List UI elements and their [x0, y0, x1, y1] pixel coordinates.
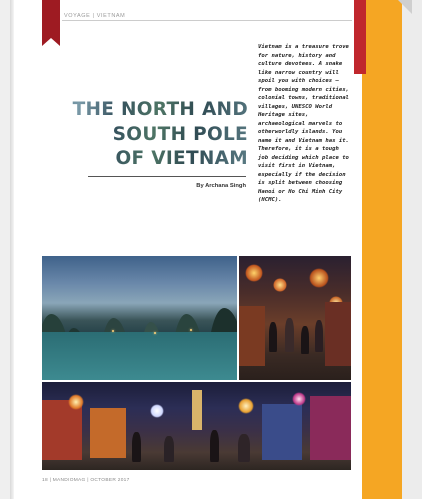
lantern-glow [273, 278, 287, 292]
market-light-glow [292, 392, 306, 406]
pedestrian [210, 430, 219, 462]
pedestrian [269, 322, 277, 352]
market-stall [310, 396, 351, 460]
lantern-glow [245, 264, 263, 282]
headline-line-2: SOUTH POLE [112, 123, 248, 145]
bay-water [42, 332, 237, 380]
boat-light [190, 329, 192, 331]
photo-night-market [42, 382, 351, 470]
right-gutter [402, 0, 422, 499]
intro-paragraph: Vietnam is a treasure trove for nature, history and culture devotees. A snake like narrow country will spoil you with choices – from booming modern cities, colonial towns, traditional villages, UNESCO World Heritage sites, archaeological marvels to otherworldly islands. You name it and Vietnam has it. Therefore, it is a tough job deciding which place to visit first in Vietnam, especially if the decision is split between choosing Hanoi or Ho Chi Minh City (HCMC). [258, 44, 349, 203]
boat-light [154, 332, 156, 334]
byline: By Archana Singh [196, 183, 246, 189]
shopfront [325, 302, 351, 366]
photo-karst-bay [42, 256, 237, 380]
section-label: VOYAGE | VIETNAM [64, 13, 126, 19]
market-light-glow [238, 398, 254, 414]
market-light-glow [68, 394, 84, 410]
boat-light [112, 330, 114, 332]
bookmark-ribbon-icon [42, 0, 60, 38]
article-headline [40, 98, 248, 172]
pedestrian [301, 326, 309, 354]
red-accent-strip [354, 0, 366, 74]
page-footer: 18 | MANDIOMAG | OCTOBER 2017 [42, 478, 130, 483]
market-light-glow [150, 404, 164, 418]
page-curl-corner [398, 0, 412, 14]
headline-line-1: THE NORTH AND [72, 99, 248, 120]
orange-side-band [362, 0, 402, 499]
market-stall [262, 404, 302, 460]
shopfront [239, 306, 265, 366]
market-stall [90, 408, 126, 458]
clock-tower [192, 390, 202, 430]
headline-line-3: OF VIETNAM [115, 148, 248, 169]
top-rule [62, 20, 352, 21]
motorbike-rider [164, 436, 174, 462]
pedestrian [285, 318, 294, 352]
pedestrian [132, 432, 141, 462]
photo-lantern-street [239, 256, 351, 380]
lantern-glow [309, 268, 329, 288]
motorbike-rider [238, 434, 250, 462]
headline-rule [88, 176, 246, 177]
pedestrian [315, 320, 323, 352]
